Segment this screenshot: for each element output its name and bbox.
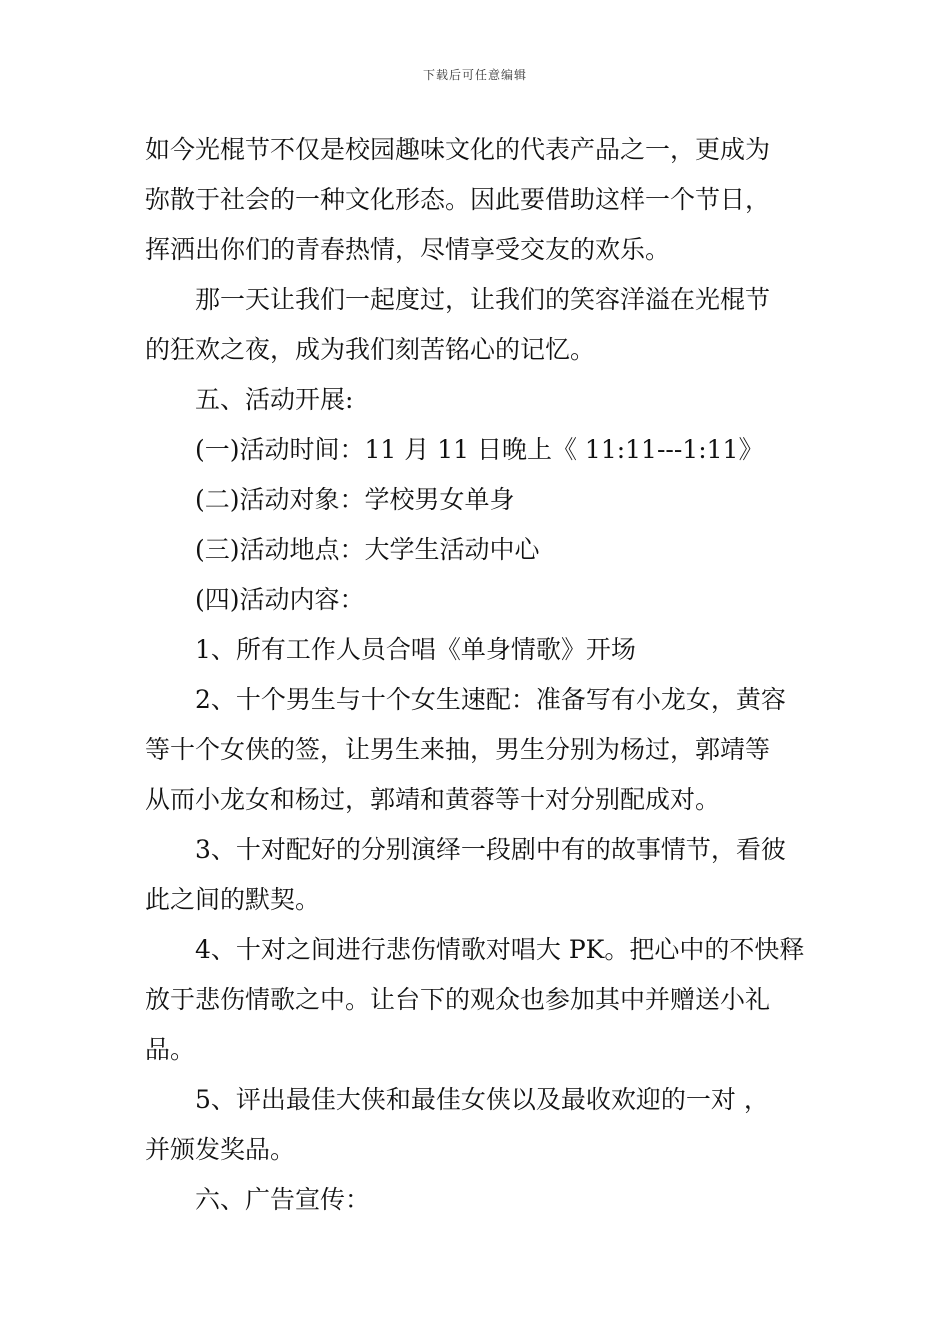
text-line: (一)活动时间：11 月 11 日晚上《 11:11---1:11》 bbox=[195, 435, 764, 464]
text-line: 并颁发奖品。 bbox=[145, 1135, 296, 1164]
text-line: 3、十对配好的分别演绎一段剧中有的故事情节，看彼 bbox=[195, 835, 786, 864]
text-line: 挥洒出你们的青春热情，尽情享受交友的欢乐。 bbox=[145, 235, 671, 264]
text-line: (四)活动内容： bbox=[195, 585, 365, 614]
text-line: 五、活动开展: bbox=[195, 385, 354, 414]
text-line: 5、评出最佳大侠和最佳女侠以及最收欢迎的一对 ， bbox=[195, 1085, 769, 1114]
page-header: 下载后可任意编辑 bbox=[422, 68, 527, 82]
document-body bbox=[145, 125, 807, 1225]
text-line: 如今光棍节不仅是校园趣味文化的代表产品之一，更成为 bbox=[145, 135, 771, 164]
text-line: 此之间的默契。 bbox=[145, 885, 321, 914]
text-line: 品。 bbox=[145, 1035, 196, 1064]
text-line: 等十个女侠的签，让男生来抽，男生分别为杨过，郭靖等 bbox=[145, 735, 771, 764]
text-line: 2、十个男生与十个女生速配：准备写有小龙女，黄容 bbox=[195, 685, 786, 714]
text-line: 六、广告宣传： bbox=[195, 1185, 371, 1214]
text-line: 4、十对之间进行悲伤情歌对唱大 PK。把心中的不快释 bbox=[195, 935, 805, 964]
text-line: 的狂欢之夜，成为我们刻苦铭心的记忆。 bbox=[145, 335, 596, 364]
text-line: 放于悲伤情歌之中。让台下的观众也参加其中并赠送小礼 bbox=[145, 985, 771, 1014]
text-line: (三)活动地点：大学生活动中心 bbox=[195, 535, 540, 564]
text-line: 1、所有工作人员合唱《单身情歌》开场 bbox=[195, 635, 636, 664]
text-line: 弥散于社会的一种文化形态。因此要借助这样一个节日， bbox=[145, 185, 771, 214]
text-line: (二)活动对象：学校男女单身 bbox=[195, 485, 515, 514]
text-line: 从而小龙女和杨过，郭靖和黄蓉等十对分别配成对。 bbox=[145, 785, 721, 814]
text-line: 那一天让我们一起度过，让我们的笑容洋溢在光棍节 bbox=[195, 285, 771, 314]
